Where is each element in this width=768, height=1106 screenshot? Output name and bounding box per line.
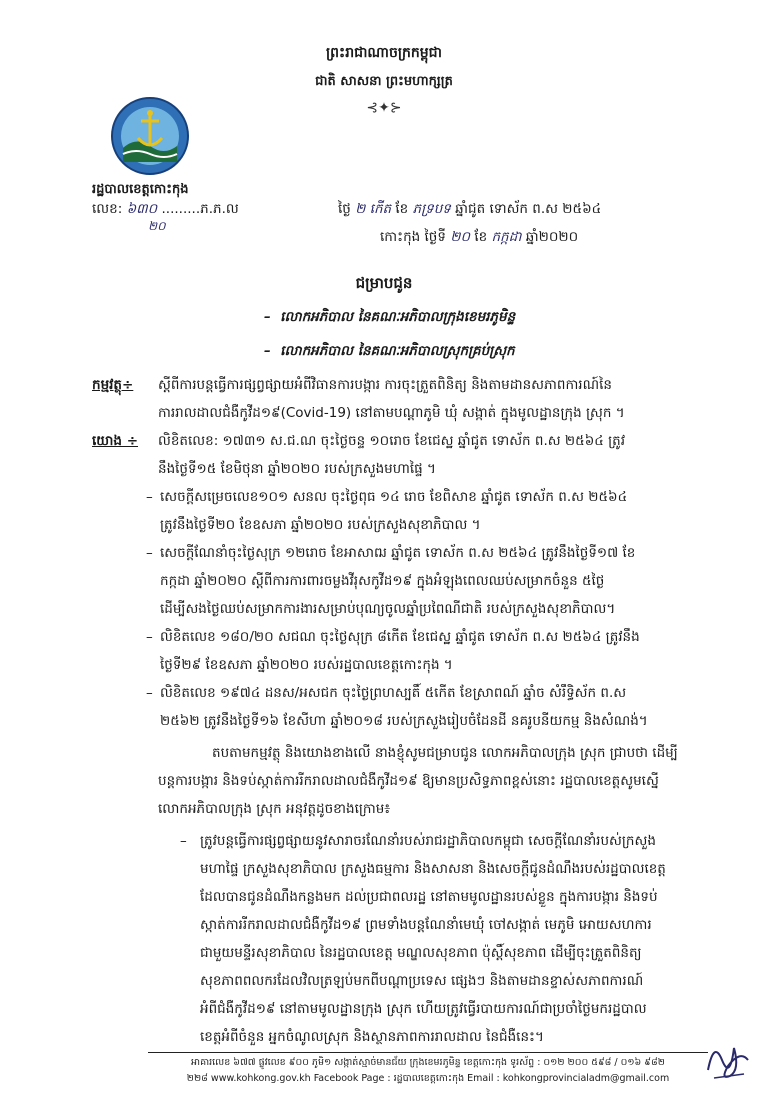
reference-number-handwritten: ៦៣០ bbox=[126, 201, 158, 217]
solar-date-line bbox=[380, 224, 740, 251]
reference-dash: – bbox=[146, 685, 153, 701]
body-paragraph-1-line-3: លោកអភិបាលក្រុង ស្រុក អនុវត្តដូចខាងក្រោម៖ bbox=[158, 801, 391, 817]
office-name: រដ្ឋបាលខេត្តកោះកុង bbox=[92, 182, 189, 197]
footer-divider bbox=[148, 1052, 708, 1053]
body-paragraph-2-line-4: ស្កាត់ការរីករាលដាលជំងឺកូវីដ១៩ ព្រមទាំងបន្តណែនាំមេឃុំ ចៅសង្កាត់ មេភូមិ អោយសហការ bbox=[200, 917, 652, 933]
reference-item-1-line-2: ត្រូវនឹងថ្ងៃទី២០ ខែឧសភា ឆ្នាំ២០២០ របស់ក្រសួងសុខាភិបាល ។ bbox=[160, 517, 481, 533]
reference-first-line-1: លិខិតលេខ: ១៧៣១ ស.ជ.ណ ចុះថ្ងៃចន្ទ ១០រោច ខែជេស្ឋ ឆ្នាំជូត ទោស័ក ព.ស ២៥៦៤ ត្រូវ bbox=[158, 433, 625, 449]
recipient-1 bbox=[264, 304, 515, 331]
date-hand-month: ភទ្របទ bbox=[412, 201, 451, 217]
date-hand-day: ២ កើត bbox=[355, 201, 392, 217]
reference-dash: – bbox=[146, 545, 153, 561]
body-paragraph-2-line-7: អំពីជំងឺកូវីដ១៩ នៅតាមមូលដ្ឋានក្រុង ស្រុក ហើយត្រូវធ្វើរបាយការណ៍ជាប្រចាំថ្ងៃមករដ្ឋបាល bbox=[200, 1001, 647, 1017]
body-paragraph-2-line-8: ខេត្តអំពីចំនួន អ្នកចំណូលស្រុក និងស្ថានភាពការរាលដាល នៃជំងឺនេះ។ bbox=[200, 1029, 544, 1045]
recipient-dash-2: – bbox=[264, 343, 281, 359]
reference-item-4-line-1: លិខិតលេខ ១៩៧៤ ដនស/អសជក ចុះថ្ងៃព្រហស្បតិ៍ ៥កើត ខែស្រាពណ៍ ឆ្នាំច សំរឹទ្ធិស័ក ព.ស bbox=[160, 685, 627, 701]
reference-first-line-2: នឹងថ្ងៃទី១៥ ខែមិថុនា ឆ្នាំ២០២០ របស់ក្រសួងមហាផ្ទៃ ។ bbox=[158, 461, 436, 477]
date2-hand-month: កក្កដា bbox=[491, 229, 522, 245]
initials-signature-icon bbox=[700, 1030, 756, 1086]
reference-item-2-line-3: ដើម្បីសងថ្ងៃឈប់សម្រាកការងារសម្រាប់បុណ្យចូលឆ្នាំប្រពៃណីជាតិ របស់ក្រសួងសុខាភិបាល។ bbox=[160, 601, 616, 617]
reference-item-2-line-2: កក្កដា ឆ្នាំ២០២០ ស្តីពីការការពារចម្លងវីរុសកូវីដ១៩ ក្នុងអំឡុងពេលឈប់សម្រាកចំនួន ៥ថ្ងៃ bbox=[160, 573, 605, 589]
reference-item-2-line-1: សេចក្តីណែនាំចុះថ្ងៃសុក្រ ១២រោច ខែអាសាឍ ឆ្នាំជូត ទោស័ក ព.ស ២៥៦៤ ត្រូវនឹងថ្ងៃទី១៧ ខែ bbox=[160, 545, 636, 561]
body-paragraph-2-line-6: សុខភាពពលករដែលវិលត្រឡប់មកពីបណ្តាប្រទេស ផ្សេងៗ និងតាមដានខ្ទាស់សភាពការណ៍ bbox=[200, 973, 644, 989]
footer-contact: ២២៨ www.kohkong.gov.kh Facebook Page : រដ្ឋបាលខេត្តកោះកុង Email : kohkongprovincialadm@gmail.com bbox=[186, 1073, 670, 1084]
motto-heading: ជាតិ សាសនា ព្រះមហាក្សត្រ bbox=[315, 74, 453, 89]
subject-line-2: ការរាលដាលជំងឺកូវីដ១៩(Covid-19) នៅតាមបណ្តាភូមិ ឃុំ សង្កាត់ ក្នុងមូលដ្ឋានក្រុង ស្រុក ។ bbox=[158, 405, 625, 421]
body-paragraph-1-line-2: បន្តការបង្ការ និងទប់ស្កាត់ការរីករាលដាលជំងឺកូវីដ១៩ ឱ្យមានប្រសិទ្ធភាពខ្ពស់នោះ រដ្ឋបាលខេត្តសូមស្នើ bbox=[158, 773, 659, 789]
date2-month-label: ខែ bbox=[474, 229, 488, 245]
recipient-2 bbox=[264, 338, 515, 365]
subject-line-1: ស្តីពីការបន្តធ្វើការផ្សព្វផ្សាយអំពីវិធានការបង្ការ ការចុះត្រួតពិនិត្យ និងតាមដានសភាពការណ៍នៃ bbox=[158, 377, 612, 393]
date-month-label: ខែ bbox=[395, 201, 409, 217]
lunar-date-line bbox=[338, 196, 738, 223]
reference-dash: – bbox=[146, 489, 153, 505]
body-paragraph-1-line-1: តបតាមកម្មវត្ថុ និងយោងខាងលើ នាងខ្ញុំសូមជម្រាបជូន លោកអភិបាលក្រុង ស្រុក ជ្រាបថា ដើម្បី bbox=[212, 745, 678, 761]
reference-label-heading: យោង ÷ bbox=[92, 433, 139, 449]
recipient-1-text: លោកអភិបាល នៃគណៈអភិបាលក្រុងខេមរភូមិន្ទ bbox=[280, 309, 516, 325]
recipient-dash-1: – bbox=[264, 309, 281, 325]
footer-address: អាគារលេខ ៦៧៧ ផ្លូវលេខ ៩០០ ភូមិ១ សង្កាត់ស្មាច់មានជ័យ ក្រុងខេមរភូមិន្ទ ខេត្តកោះកុង ទូរស័ព្ទ : ០១២ ២០០ ៥៩៨ / ០១៦ ៩៨២ bbox=[191, 1057, 665, 1068]
reference-item-3-line-1: លិខិតលេខ ១៨០/២០ សជណ ចុះថ្ងៃសុក្រ ៨កើត ខែជេស្ឋ ឆ្នាំជូត ទោស័ក ព.ស ២៥៦៤ ត្រូវនឹង bbox=[160, 629, 640, 645]
reference-number-handwritten-sub: ២០ bbox=[148, 219, 166, 233]
reference-suffix: .........ភ.ភ.ល bbox=[161, 201, 239, 217]
document-title: ជម្រាបជូន bbox=[355, 274, 413, 292]
provincial-emblem-icon bbox=[110, 96, 190, 176]
reference-item-3-line-2: ថ្ងៃទី២៩ ខែឧសភា ឆ្នាំ២០២០ របស់រដ្ឋបាលខេត្តកោះកុង ។ bbox=[160, 657, 453, 673]
reference-dash: – bbox=[146, 629, 153, 645]
date2-hand-day: ២០ bbox=[450, 229, 471, 245]
date2-prefix: កោះកុង ថ្ងៃទី bbox=[380, 229, 446, 245]
date-prefix: ថ្ងៃ bbox=[338, 201, 351, 217]
subject-label: កម្មវត្ថុ÷ bbox=[92, 377, 134, 393]
body-paragraph-2-line-2: មហាផ្ទៃ ក្រសួងសុខាភិបាល ក្រសួងធម្មការ និងសាសនា និងសេចក្តីជូនដំណឹងរបស់រដ្ឋបាលខេត្ត bbox=[200, 861, 666, 877]
reference-item-4-line-2: ២៥៦២ ត្រូវនឹងថ្ងៃទី១៦ ខែសីហា ឆ្នាំ២០១៨ របស់ក្រសួងរៀបចំដែនដី នគរូបនីយកម្ម និងសំណង់។ bbox=[160, 713, 648, 729]
body-paragraph-2-line-5: ជាមួយមន្ទីរសុខាភិបាល នៃរដ្ឋបាលខេត្ត មណ្ឌលសុខភាព ប៉ុស្តិ៍សុខភាព ដើម្បីចុះត្រួតពិនិត្យ bbox=[200, 945, 642, 961]
recipient-2-text: លោកអភិបាល នៃគណៈអភិបាលស្រុកគ្រប់ស្រុក bbox=[280, 343, 515, 359]
body-paragraph-2-line-3: ដែលបានជូនដំណឹងកន្លងមក ដល់ប្រជាពលរដ្ឋ នៅតាមមូលដ្ឋានរបស់ខ្លួន ក្នុងការបង្ការ និងទប់ bbox=[200, 889, 658, 905]
body-paragraph-2-line-1: ត្រូវបន្តធ្វើការផ្សព្វផ្សាយនូវសារាចរណែនាំរបស់រាជរដ្ឋាភិបាលកម្ពុជា សេចក្តីណែនាំរបស់ក្រសួង bbox=[200, 833, 656, 849]
ornament-divider: ⊰✦⊱ bbox=[366, 100, 402, 116]
date2-rest: ឆ្នាំ២០២០ bbox=[525, 229, 579, 245]
date-lunar-rest: ឆ្នាំជូត ទោស័ក ព.ស ២៥៦៤ bbox=[455, 201, 602, 217]
kingdom-heading: ព្រះរាជាណាចក្រកម្ពុជា bbox=[325, 45, 442, 61]
reference-label: លេខ: bbox=[92, 201, 123, 217]
body-dash: – bbox=[180, 833, 187, 849]
reference-item-1-line-1: សេចក្តីសម្រេចលេខ១០១ សនល ចុះថ្ងៃពុធ ១៤ រោច ខែពិសាខ ឆ្នាំជូត ទោស័ក ព.ស ២៥៦៤ bbox=[160, 489, 628, 505]
